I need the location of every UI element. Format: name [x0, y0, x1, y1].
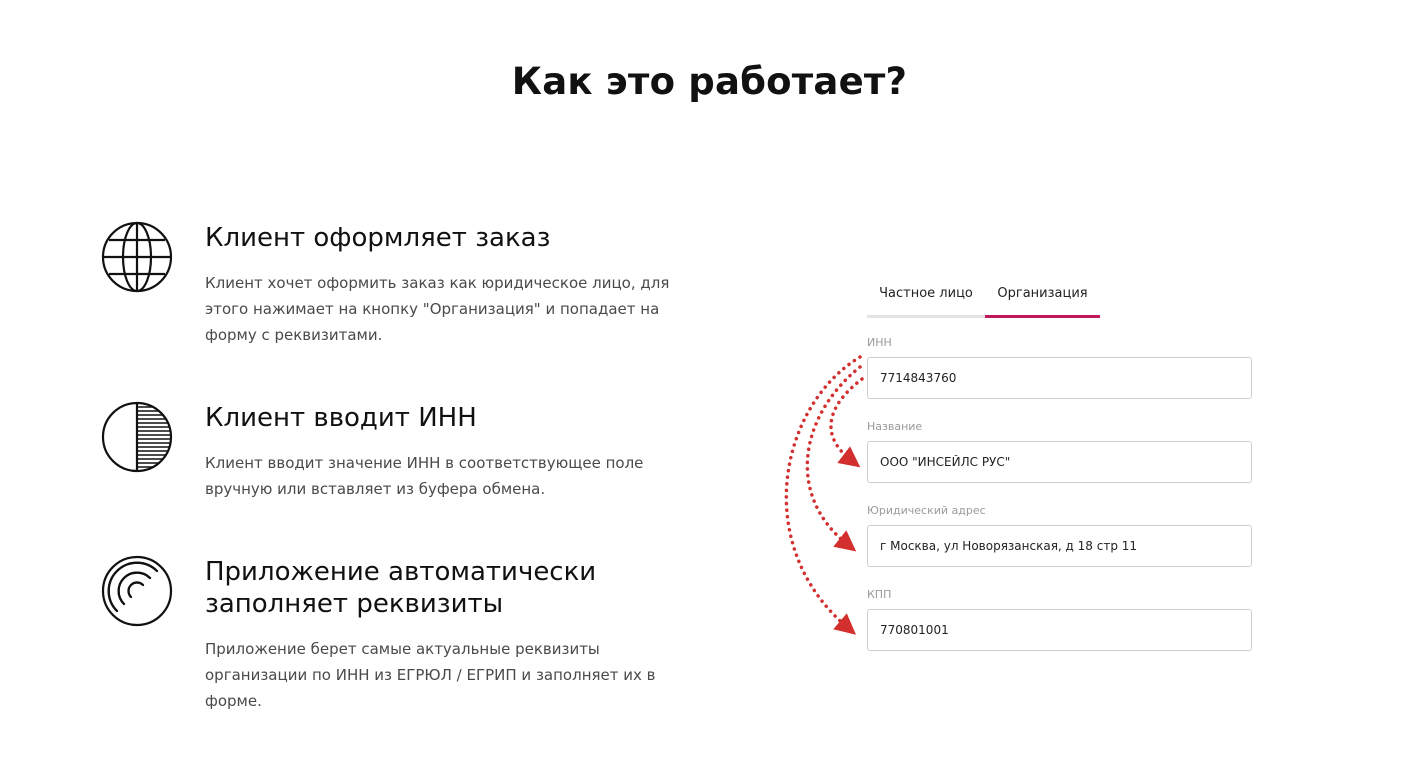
arrow-to-kpp [786, 357, 860, 628]
step-title [205, 556, 695, 620]
legal-address-field[interactable] [867, 525, 1252, 567]
tab-organization[interactable]: Организация [985, 270, 1100, 318]
kpp-field[interactable] [867, 609, 1252, 651]
sound-waves-icon [101, 555, 173, 627]
requisites-form [867, 270, 1257, 670]
arrow-to-address [807, 367, 860, 545]
autofill-arrows [760, 345, 880, 645]
inn-label: ИНН [867, 336, 892, 349]
inn-field[interactable] [867, 357, 1252, 399]
globe-icon [101, 221, 173, 293]
step-description-line: организации по ИНН из ЕГРЮЛ / ЕГРИП и заполняет их в [205, 666, 656, 684]
kpp-label: КПП [867, 588, 892, 601]
step-description [205, 270, 685, 348]
step-description-line: Клиент хочет оформить заказ как юридическое лицо, для [205, 274, 670, 292]
customer-type-tabs [867, 270, 1101, 318]
name-label: Название [867, 420, 923, 433]
arrow-to-name [831, 379, 862, 461]
step-description-line: вручную или вставляет из буфера обмена. [205, 480, 546, 498]
tab-private-person[interactable]: Частное лицо [867, 270, 985, 318]
step-description-line: форму с реквизитами. [205, 326, 383, 344]
step-title: Клиент вводит ИНН [205, 403, 477, 433]
step-description-line: Клиент вводит значение ИНН в соответствующее поле [205, 454, 644, 472]
step-title-line: Приложение автоматически [205, 557, 597, 587]
half-striped-circle-icon [101, 401, 173, 473]
step-description [205, 636, 685, 714]
step-title: Клиент оформляет заказ [205, 223, 551, 253]
step-description-line: этого нажимает на кнопку "Организация" и попадает на [205, 300, 660, 318]
legal-address-label: Юридический адрес [867, 504, 986, 517]
organization-name-field[interactable] [867, 441, 1252, 483]
page-title: Как это работает? [511, 60, 908, 103]
step-title-line: заполняет реквизиты [205, 589, 504, 619]
step-description-line: форме. [205, 692, 262, 710]
step-description-line: Приложение берет самые актуальные реквизиты [205, 640, 600, 658]
step-description [205, 450, 685, 502]
